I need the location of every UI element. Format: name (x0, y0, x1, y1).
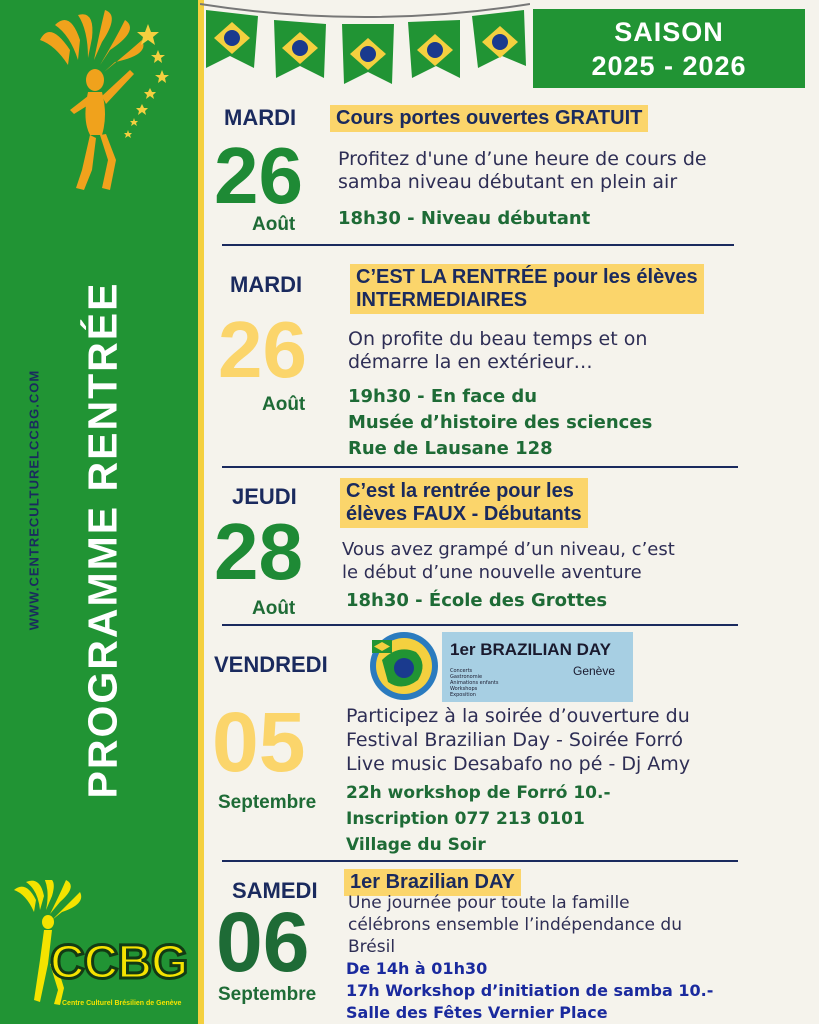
event-description: Participez à la soirée d’ouverture du Festival Brazilian Day - Soirée Forró Live music Desabafo no pé - Dj Amy (346, 705, 691, 775)
event-description: Vous avez grampé d’un niveau, c’est le début d’une nouvelle aventure (342, 539, 675, 583)
event-title: C’EST LA RENTRÉE pour les élèves INTERMEDIAIRES (350, 264, 704, 314)
divider (222, 466, 738, 468)
brazil-flag-icon (472, 10, 526, 68)
brazil-flag-icon (274, 20, 326, 78)
event-month: Août (252, 598, 296, 619)
samba-dancer-illustration (30, 10, 190, 200)
ccbg-logo-text: CCBG (50, 936, 188, 989)
website-link[interactable]: WWW.CENTRECULTURELCCBG.COM (26, 369, 42, 631)
event-info: 18h30 - Niveau débutant (338, 208, 591, 229)
season-years: 2025 - 2026 (591, 51, 747, 81)
event-date: 06 (216, 895, 310, 989)
event-month: Août (262, 394, 306, 415)
event-info: De 14h à 01h30 17h Workshop d’initiation de samba 10.- Salle des Fêtes Vernier Place (346, 959, 714, 1022)
event-day: SAMEDI (232, 878, 318, 903)
event-date: 26 (218, 305, 307, 394)
event-description: Profitez d'une d’une heure de cours de samba niveau débutant en plein air (338, 148, 707, 193)
brazil-flag-icon (342, 24, 394, 84)
season-label: SAISON (614, 17, 724, 47)
event-title: C’est la rentrée pour les élèves FAUX - Débutants (340, 478, 588, 528)
event-month: Août (252, 214, 296, 235)
brazilian-day-banner-city: Genève (573, 664, 616, 678)
event-description: Une journée pour toute la famille célébrons ensemble l’indépendance du Brésil (348, 893, 682, 957)
brazilian-day-banner-title: 1er BRAZILIAN DAY (450, 640, 611, 659)
brazilian-day-logo-icon (368, 630, 440, 702)
event-date: 28 (214, 507, 303, 596)
event-month: Septembre (218, 792, 317, 813)
event-month: Septembre (218, 984, 317, 1005)
program-title: PROGRAMME RENTRÉE (79, 281, 126, 799)
ccbg-logo-subtitle: Centre Culturel Brésilien de Genève (62, 1000, 182, 1007)
brazil-flag-icon (206, 10, 258, 68)
brazil-flag-garland (200, 0, 530, 100)
divider (222, 860, 738, 862)
event-title: 1er Brazilian DAY (344, 869, 521, 896)
event-day: VENDREDI (214, 652, 328, 677)
event-info: 18h30 - École des Grottes (346, 590, 608, 611)
divider (222, 624, 738, 626)
event-day: MARDI (224, 105, 297, 130)
sidebar-edge (198, 0, 204, 1024)
event-date: 05 (212, 695, 306, 789)
season-box (533, 9, 805, 88)
event-info: 19h30 - En face du Musée d’histoire des sciences Rue de Lausane 128 (348, 386, 653, 459)
event-description: On profite du beau temps et on démarre la en extérieur… (348, 328, 648, 373)
brazilian-day-banner-list: Concerts Gastronomie Animations enfants Workshops Exposition (450, 668, 499, 698)
event-title: Cours portes ouvertes GRATUIT (330, 105, 648, 132)
brazil-flag-icon (408, 20, 460, 78)
event-info: 22h workshop de Forró 10.- Inscription 077 213 0101 Village du Soir (346, 783, 611, 855)
event-day: JEUDI (232, 484, 297, 509)
event-date: 26 (214, 131, 303, 220)
divider (222, 244, 734, 246)
event-day: MARDI (230, 272, 303, 297)
